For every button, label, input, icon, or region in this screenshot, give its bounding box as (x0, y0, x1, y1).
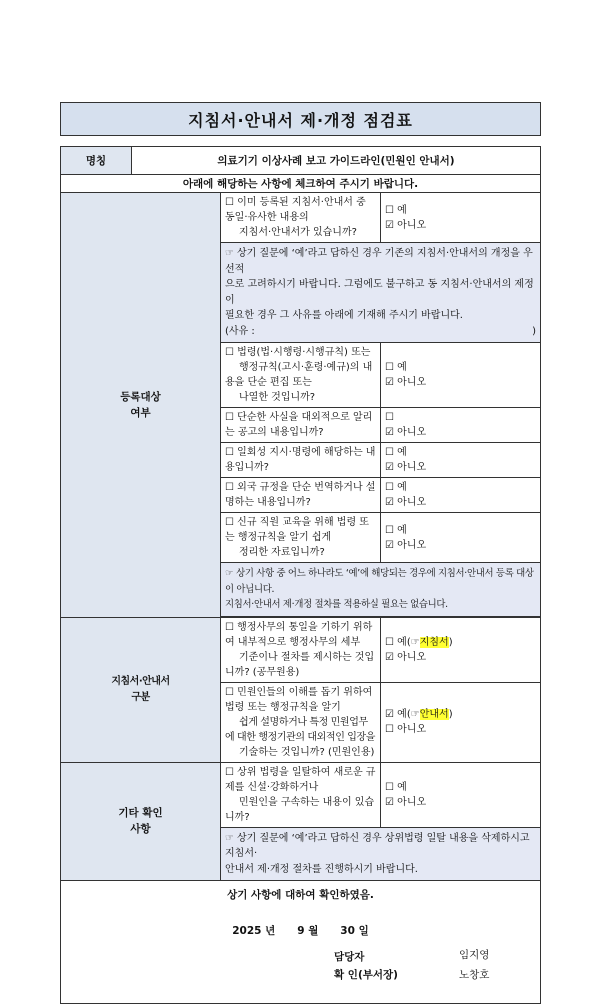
confirm-date: 2025 년 9 월 30 일 (232, 925, 369, 937)
checkbox-q7[interactable]: ☐ (225, 621, 234, 633)
answer-q2: ☐ 예 ☑ 아니오 (381, 343, 541, 408)
manager-label: 담당자 (334, 951, 365, 963)
checkbox-q6-no[interactable]: ☑ (385, 539, 394, 551)
checkbox-q5-no[interactable]: ☑ (385, 497, 394, 508)
category-classification: 지침서·안내서 구분 (61, 617, 221, 762)
note-1: ☞ 상기 질문에 ‘예’라고 답하신 경우 기존의 지침서·안내서의 개정을 우선적 으로 고려하시기 바랍니다. 그럼에도 불구하고 동 지침서·안내서의 제정이 필요한 경우 그 사유를 아래에 기재해 주시기 바랍니다. (사유 : ) (221, 243, 541, 343)
checkbox-q9-yes[interactable]: ☐ (385, 781, 394, 793)
page-title: 지침서·안내서 제·개정 점검표 (60, 102, 541, 136)
checkbox-q9[interactable]: ☐ (225, 766, 234, 778)
department-head-label: 확 인(부서장) (334, 969, 398, 981)
pointing-hand-icon: ☞ (225, 248, 234, 259)
answer-q8: ☑ 예(☞안내서) ☐ 아니오 (381, 682, 541, 762)
reason-label: (사유 : (225, 325, 255, 337)
checkbox-q2-yes[interactable]: ☐ (385, 362, 394, 373)
note-3: ☞ 상기 질문에 ‘예’라고 답하신 경우 상위법령 일탈 내용을 삭제하시고 지침서· 안내서 제·개정 절차를 진행하시기 바랍니다. (221, 827, 541, 881)
question-8: ☐ 민원인들의 이해를 돕기 위하여 법령 또는 행정규칙을 알기 쉽게 설명하거나 특정 민원업무에 대한 행정기관의 대외적인 입장을 기술하는 것입니까? (민원인용) (221, 682, 381, 762)
category-registration: 등록대상 여부 (61, 193, 221, 618)
answer-q9: ☐ 예 ☑ 아니오 (381, 762, 541, 827)
checkbox-q5-yes[interactable]: ☐ (385, 482, 394, 493)
checklist-table (60, 175, 541, 881)
question-9: ☐ 상위 법령을 일탈하여 새로운 규제를 신설·강화하거나 민원인을 구속하는 내용이 있습니까? (221, 762, 381, 827)
category-other: 기타 확인 사항 (61, 762, 221, 881)
name-table (60, 146, 541, 175)
checkbox-q3-yes[interactable]: ☐ (385, 412, 394, 423)
checkbox-q6-yes[interactable]: ☐ (385, 524, 394, 536)
checkbox-q8[interactable]: ☐ (225, 686, 234, 698)
checkbox-q8-no[interactable]: ☐ (385, 724, 394, 735)
checkbox-q4[interactable]: ☐ (225, 447, 234, 458)
guideline-tag: 지침서 (419, 636, 449, 648)
answer-q4: ☐ 예 ☑ 아니오 (381, 443, 541, 478)
note-2: ☞ 상기 사항 중 어느 하나라도 ‘예’에 해당되는 경우에 지침서·안내서 등록 대상이 아닙니다. 지침서·안내서 제·개정 절차를 적용하실 필요는 없습니다. (221, 563, 541, 617)
question-6: ☐ 신규 직원 교육을 위해 법령 또는 행정규칙을 알기 쉽게 정리한 자료입니까? (221, 513, 381, 563)
checkbox-q4-no[interactable]: ☑ (385, 462, 394, 473)
checkbox-q7-yes[interactable]: ☐ (385, 636, 394, 648)
checkbox-q2[interactable]: ☐ (225, 347, 234, 358)
checkbox-q7-no[interactable]: ☑ (385, 651, 394, 663)
checkbox-q4-yes[interactable]: ☐ (385, 447, 394, 458)
checkbox-q3[interactable]: ☐ (225, 412, 234, 423)
pointing-hand-icon: ☞ (225, 568, 234, 579)
answer-q6: ☐ 예 ☑ 아니오 (381, 513, 541, 563)
checklist-page (60, 102, 541, 1004)
checkbox-q5[interactable]: ☐ (225, 482, 234, 493)
answer-q7: ☐ 예(☞지침서) ☑ 아니오 (381, 617, 541, 682)
checkbox-q8-yes[interactable]: ☑ (385, 709, 394, 720)
question-1: ☐ 이미 등록된 지침서·안내서 중 동일·유사한 내용의 지침서·안내서가 있습니까? (221, 193, 381, 243)
checkbox-q1[interactable]: ☐ (225, 197, 234, 208)
checkbox-q1-no[interactable]: ☑ (385, 219, 394, 231)
question-7: ☐ 행정사무의 통일을 기하기 위하여 내부적으로 행정사무의 세부 기준이나 절차를 제시하는 것입니까? (공무원용) (221, 617, 381, 682)
question-3: ☐ 단순한 사실을 대외적으로 알리는 공고의 내용입니까? (221, 408, 381, 443)
name-value: 의료기기 이상사례 보고 가이드라인(민원인 안내서) (132, 147, 541, 175)
answer-q5: ☐ 예 ☑ 아니오 (381, 478, 541, 513)
checkbox-q9-no[interactable]: ☑ (385, 796, 394, 808)
guidebook-tag: 안내서 (419, 709, 449, 720)
question-5: ☐ 외국 규정을 단순 번역하거나 설명하는 내용입니까? (221, 478, 381, 513)
question-2: ☐ 법령(법·시행령·시행규칙) 또는 행정규칙(고시·훈령·예규)의 내용을 단순 편집 또는 나열한 것입니까? (221, 343, 381, 408)
question-4: ☐ 일회성 지시·명령에 해당하는 내용입니까? (221, 443, 381, 478)
checkbox-q3-no[interactable]: ☑ (385, 427, 394, 438)
checkbox-q1-yes[interactable]: ☐ (385, 204, 394, 216)
confirm-text: 상기 사항에 대하여 확인하였음. (227, 889, 374, 901)
answer-q3: ☐ ☑ 아니오 (381, 408, 541, 443)
pointing-hand-icon: ☞ (225, 832, 234, 844)
answer-q1: ☐ 예 ☑ 아니오 (381, 193, 541, 243)
name-label: 명칭 (61, 147, 132, 175)
instruction-text: 아래에 해당하는 사항에 체크하여 주시기 바랍니다. (61, 175, 541, 193)
manager-name: 임지영 (459, 949, 490, 961)
department-head-name: 노창호 (459, 969, 490, 981)
confirmation-footer (60, 881, 541, 1004)
checkbox-q6[interactable]: ☐ (225, 517, 234, 528)
checkbox-q2-no[interactable]: ☑ (385, 377, 394, 388)
